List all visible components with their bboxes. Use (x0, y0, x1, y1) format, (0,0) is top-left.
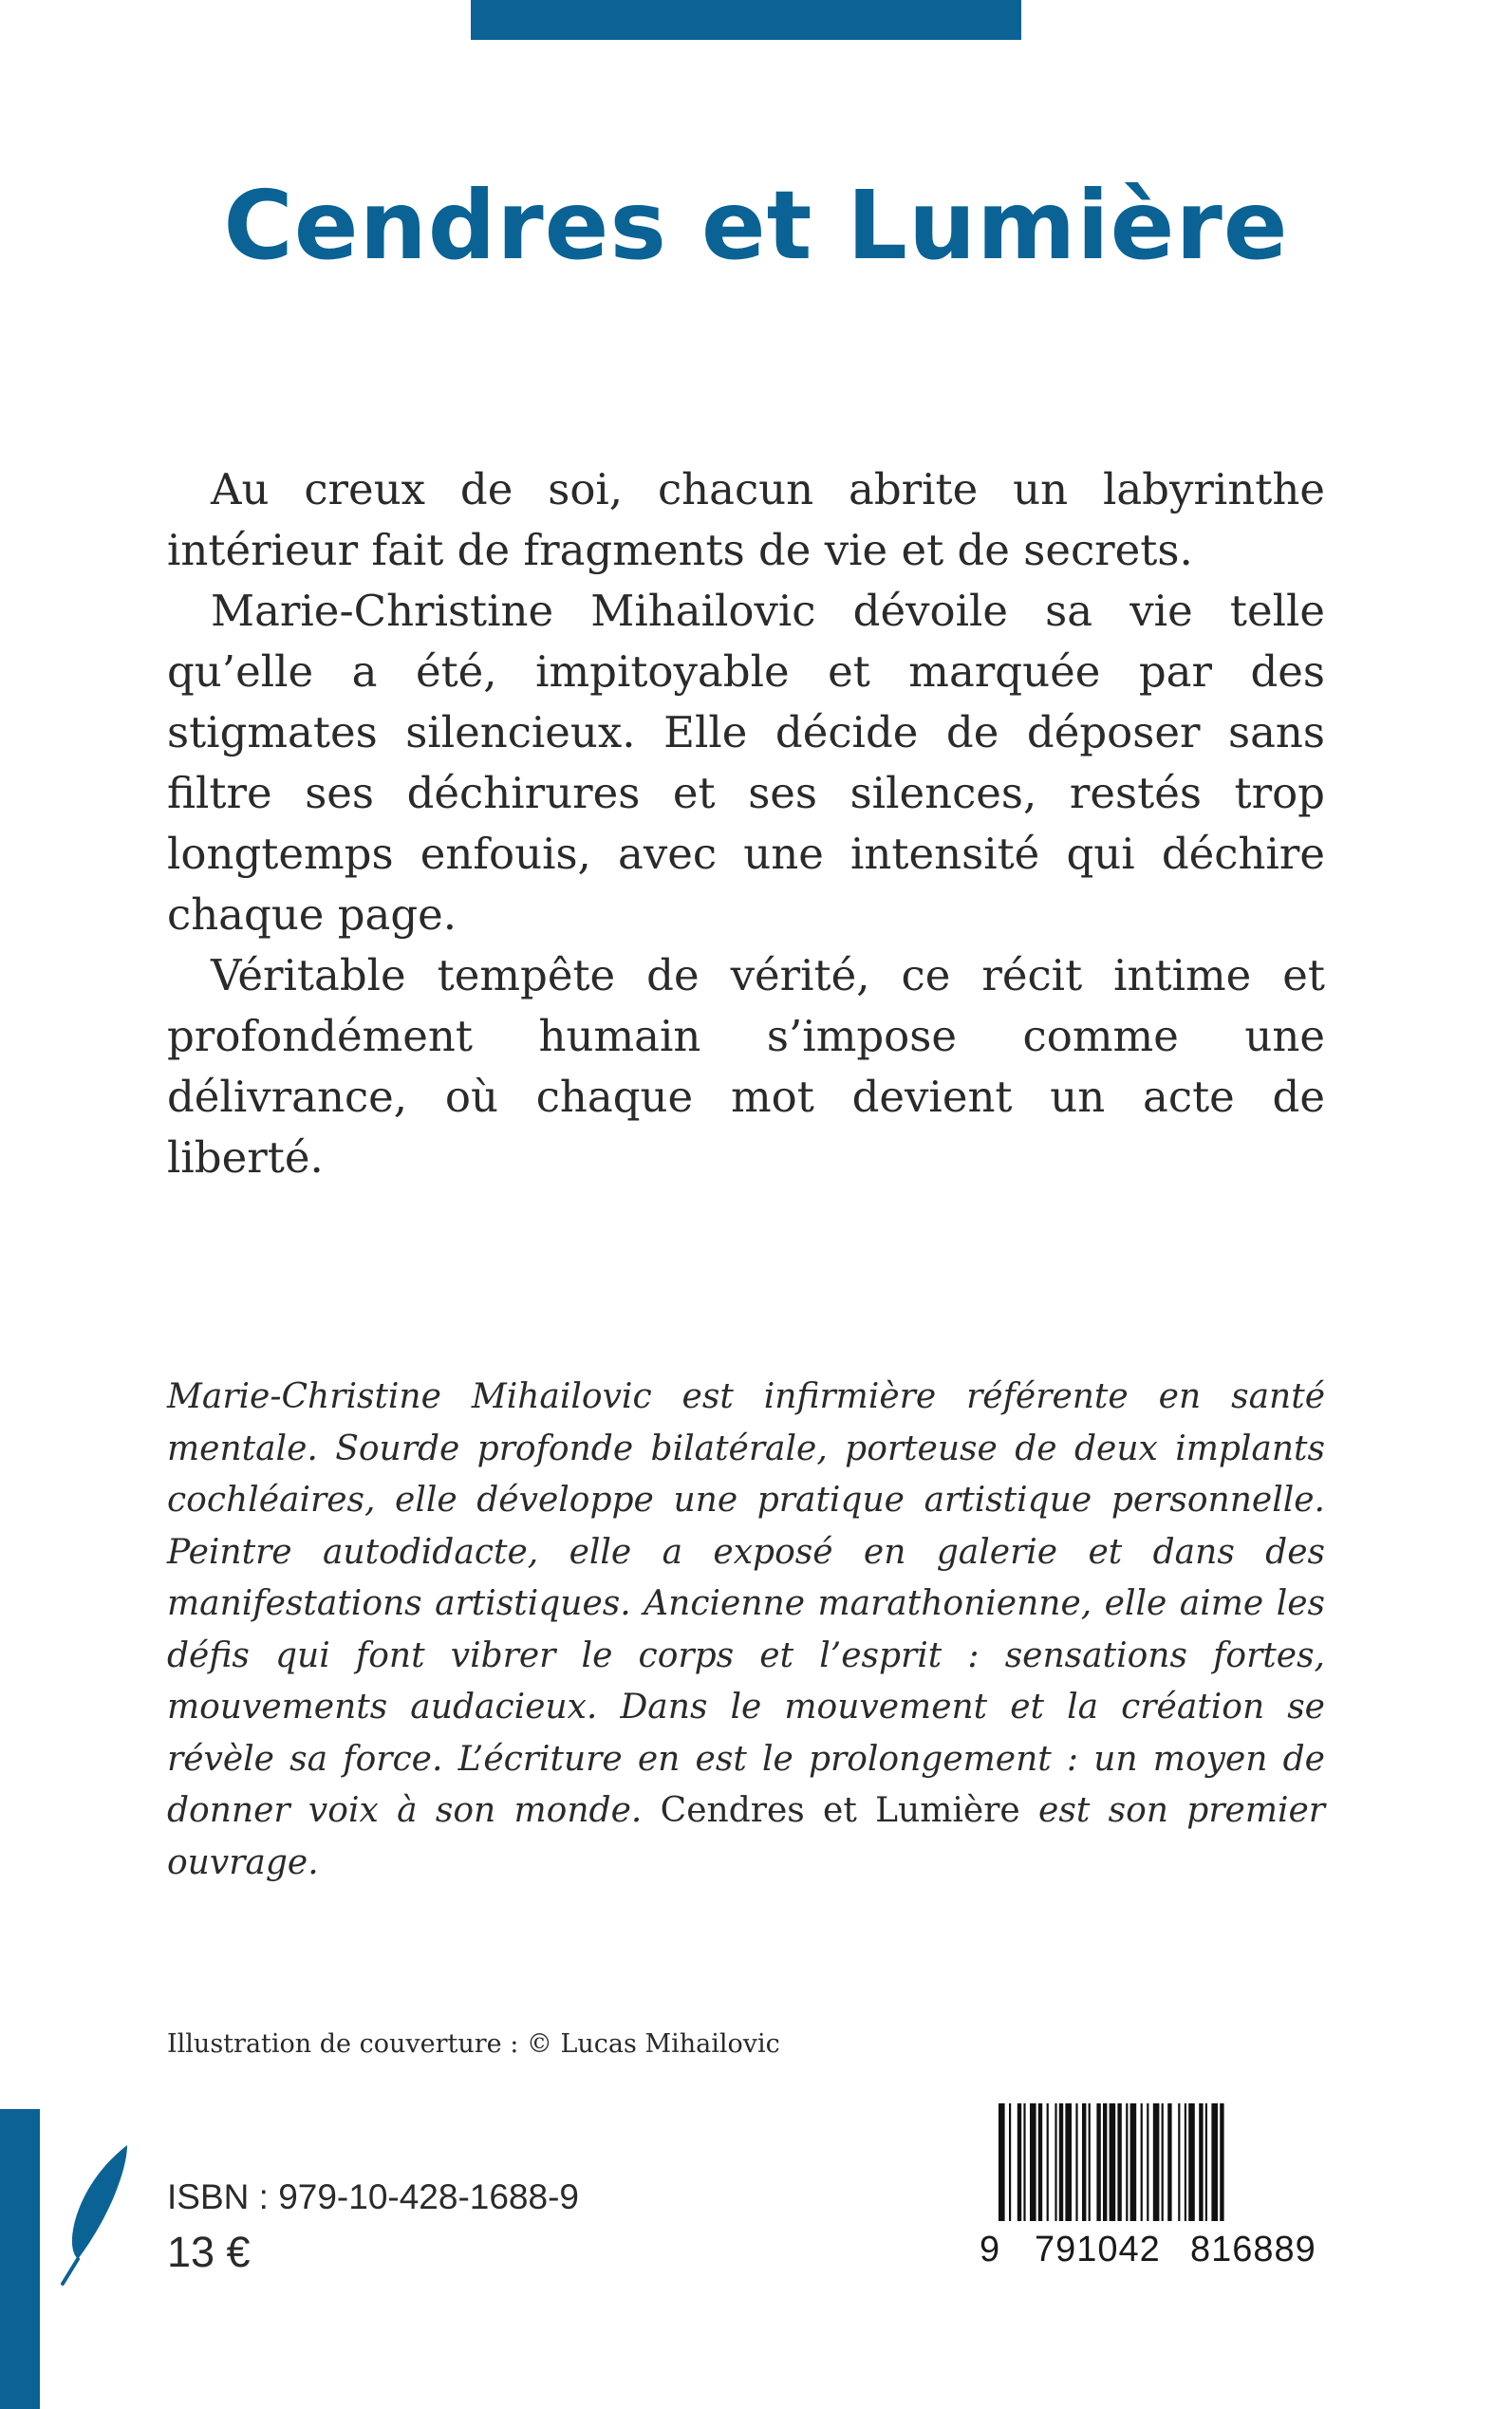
barcode-bar (1038, 2103, 1042, 2221)
author-bio-book-title: Cendres et Lumière (660, 1791, 1020, 1830)
barcode-bar (1017, 2103, 1021, 2221)
isbn-number: ISBN : 979-10-428-1688-9 (167, 2177, 579, 2216)
barcode-bar (1130, 2103, 1137, 2221)
barcode-digit-first: 9 (980, 2230, 1000, 2269)
barcode-bar (1117, 2103, 1121, 2221)
author-bio-ending: est son premier ouvrage. (167, 1791, 1325, 1882)
barcode-bar (1047, 2103, 1049, 2221)
barcode-bar (1147, 2103, 1148, 2221)
barcode-digits (980, 2226, 1331, 2273)
barcode-bar (1199, 2103, 1203, 2221)
barcode-bar (1211, 2103, 1218, 2221)
top-accent-bar (471, 0, 1021, 40)
barcode-bar (1205, 2103, 1207, 2221)
price-label: 13 € (167, 2228, 251, 2276)
barcode-bar (1030, 2103, 1036, 2221)
barcode-bar (1023, 2103, 1025, 2221)
barcode-bar (1103, 2103, 1107, 2221)
barcode-bar (1075, 2103, 1077, 2221)
barcode-bar (1059, 2103, 1063, 2221)
barcode-bar (1126, 2103, 1128, 2221)
book-title: Cendres et Lumière (223, 170, 1289, 281)
barcode-bar (1220, 2103, 1223, 2221)
barcode-bar (1096, 2103, 1100, 2221)
barcode-bar (1162, 2103, 1164, 2221)
barcode-digits-left: 791042 (1035, 2230, 1161, 2269)
summary-paragraph-3: Véritable tempête de vérité, ce récit intime et profondément humain s’impose comme une délivrance, où chaque mot devient un acte de liberté. (167, 950, 1325, 1183)
barcode-bar (1178, 2103, 1180, 2221)
feather-icon (53, 2143, 139, 2286)
barcode-bar (1185, 2103, 1186, 2221)
summary-paragraph-1: Au creux de soi, chacun abrite un labyrinthe intérieur fait de fragments de vie et de secrets. (167, 464, 1325, 575)
barcode-bar (1089, 2103, 1091, 2221)
bottom-left-accent-bar (0, 2109, 40, 2409)
barcode-bar (1110, 2103, 1116, 2221)
barcode-bar (1153, 2103, 1160, 2221)
illustration-credit: Illustration de couverture : © Lucas Mihailovic (167, 2029, 780, 2059)
barcode-bar (1167, 2103, 1171, 2221)
barcode-bar (999, 2103, 1005, 2221)
barcode-bar (1141, 2103, 1143, 2221)
barcode-digits-right: 816889 (1190, 2230, 1316, 2269)
barcode-bar (1009, 2103, 1011, 2221)
author-bio-text: Marie-Christine Mihailovic est infirmière référente en santé mentale. Sourde profonde bilatérale, porteuse de deux implants cochléaires, elle développe une pratique artistique personnelle. Peintre autodidacte, elle a exposé en galerie et dans des manifestations artistiques. Ancienne marathonienne, elle aime les défis qui font vibrer le corps et l’esprit : sensations fortes, mouvements audacieux. Dans le mouvement et la création se révèle sa force. L’écriture en est le prolongement : un moyen de donner voix à son monde. (167, 1377, 1325, 1830)
author-bio (167, 1372, 1325, 1889)
barcode-bar (1055, 2103, 1056, 2221)
barcode-bar (1065, 2103, 1072, 2221)
barcode-bar (1188, 2103, 1195, 2221)
barcode-bar (1082, 2103, 1086, 2221)
barcode-bars (980, 2103, 1331, 2221)
back-cover-summary (167, 459, 1325, 1188)
summary-paragraph-2: Marie-Christine Mihailovic dévoile sa vie telle qu’elle a été, impitoyable et marquée par des stigmates silencieux. Elle décide de déposer sans filtre ses déchirures et ses silences, restés trop longtemps enfouis, avec une intensité qui déchire chaque page. (167, 586, 1325, 940)
